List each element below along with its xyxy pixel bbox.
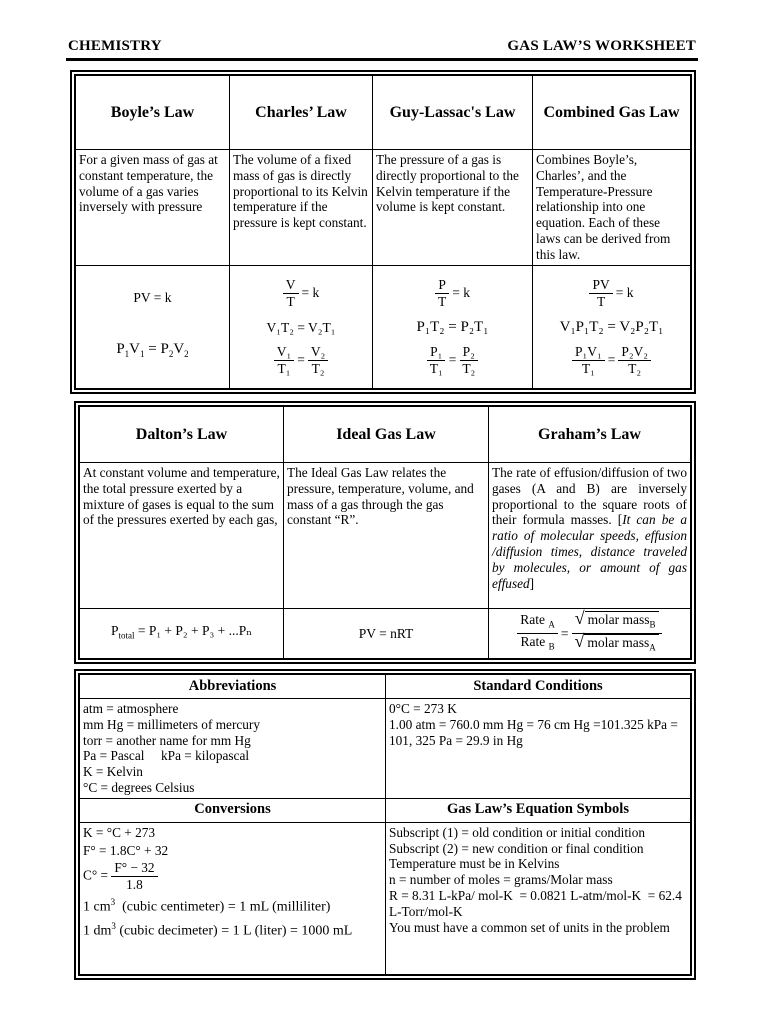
- abbrev-line: mm Hg = millimeters of mercury: [83, 716, 260, 732]
- dalton-sub-total: total: [118, 630, 135, 641]
- desc-boyles-law: For a given mass of gas at constant temperature, the volume of a gas varies inversely with pressure: [76, 150, 230, 266]
- fraction-numerator: P₂V₂: [618, 344, 651, 361]
- header-boyles-law: Boyle’s Law: [76, 76, 230, 150]
- sub-a: A: [649, 642, 656, 653]
- eq-guy-lussac-law: [373, 265, 533, 388]
- conv-text: (cubic decimeter) = 1 L (liter) = 1000 mL: [115, 923, 353, 939]
- abbrev-line: °C = degrees Celsius: [83, 779, 195, 795]
- equals-k: = k: [452, 285, 470, 301]
- desc-ideal-gas-law: The Ideal Gas Law relates the pressure, temperature, volume, and mass of a gas through the gas constant “R”.: [284, 463, 489, 609]
- equals-k: = k: [301, 285, 320, 301]
- fraction-denominator: 1.8: [126, 877, 143, 893]
- gas-laws-table-2: [74, 401, 696, 664]
- fraction-numerator: P₂: [460, 344, 478, 361]
- desc-grahams-law: [489, 463, 691, 609]
- abbrev-line: K = Kelvin: [83, 764, 143, 780]
- eq-charles-law: [230, 265, 373, 388]
- equals-sign: =: [607, 352, 616, 368]
- guy-eq-3: [375, 344, 530, 377]
- desc-daltons-law: At constant volume and temperature, the total pressure exerted by a mixture of gases is equal to the sum of the pressures exerted by each gas,: [80, 463, 284, 609]
- boyle-sub: 1: [124, 349, 130, 360]
- standard-conditions-list: [386, 699, 691, 799]
- symbol-line: Subscript (1) = old condition or initial condition: [389, 824, 646, 840]
- fraction-denominator: T: [438, 293, 447, 309]
- rate-label: Rate: [520, 612, 545, 628]
- conversions-list: [80, 822, 386, 974]
- equals-k: = k: [615, 285, 634, 301]
- boyle-sub: 2: [168, 349, 174, 360]
- sub-b: B: [548, 641, 555, 652]
- equals-sign: =: [297, 352, 305, 368]
- dalton-p: P: [110, 622, 119, 638]
- eq-combined-gas-law: [533, 265, 691, 388]
- fraction-denominator: T: [286, 293, 295, 309]
- guy-eq-2: P₁T₂ = P₂T₁: [416, 318, 489, 335]
- dalton-sum: = P₁ + P₂ + P₃ + ...Pₙ: [134, 622, 253, 638]
- header-combined-gas-law: Combined Gas Law: [533, 76, 691, 150]
- symbol-line: Temperature must be in Kelvins: [389, 856, 560, 872]
- std-line: 0°C = 273 K: [389, 701, 457, 716]
- reference-table: [74, 669, 696, 980]
- fraction-denominator: T₁: [429, 360, 443, 376]
- boyle-v: V: [129, 341, 141, 358]
- charles-eq-1: [232, 277, 370, 310]
- symbol-line: Subscript (2) = new condition or final condition: [389, 840, 644, 856]
- eq-daltons-law: [80, 609, 284, 659]
- boyle-p: P: [116, 341, 125, 358]
- gas-laws-table-1: [70, 70, 696, 394]
- abbrev-line: Pa = Pascal kPa = kilopascal: [83, 748, 250, 764]
- boyle-eq-1: PV = k: [133, 290, 172, 306]
- conv-unit: 1 cm: [83, 900, 111, 916]
- boyle-sub: 2: [184, 349, 189, 360]
- header-subject: CHEMISTRY: [68, 38, 162, 54]
- conversion-lhs: C° =: [83, 867, 109, 883]
- fraction-numerator: V: [283, 277, 299, 294]
- header-title: GAS LAW’S WORKSHEET: [507, 38, 696, 54]
- desc-combined-gas-law: Combines Boyle’s, Charles’, and the Temperature-Pressure relationship into one equation. Each of these laws can be derived from this law.: [533, 150, 691, 266]
- equation-symbols-list: [386, 822, 691, 974]
- fraction-denominator: T: [596, 293, 606, 309]
- equals-sign: =: [448, 352, 457, 368]
- graham-italic-text: It can be a ratio of molecular speeds, effusion /diffusion times, distance traveled by molecules, or amount of gas effused: [492, 512, 688, 591]
- graham-bracket: ]: [529, 575, 535, 591]
- sqrt-icon: √: [574, 608, 585, 629]
- conv-unit: 1 dm: [83, 923, 112, 939]
- header-ideal-gas-law: Ideal Gas Law: [284, 407, 489, 463]
- conversion-line: [83, 860, 382, 893]
- header-conversions: Conversions: [80, 798, 386, 822]
- fraction-numerator: V₂: [308, 344, 328, 361]
- sub-b: B: [649, 620, 656, 630]
- conv-sup: 3: [110, 897, 116, 908]
- header-equation-symbols: Gas Law’s Equation Symbols: [386, 798, 691, 822]
- sub-a: A: [548, 620, 555, 630]
- header-abbreviations: Abbreviations: [80, 675, 386, 699]
- boyle-p: = P: [144, 341, 169, 358]
- fraction-denominator: T₂: [311, 360, 325, 376]
- conv-sup: 3: [111, 920, 116, 931]
- conversion-line: [83, 919, 382, 939]
- header-guy-lussac-law: Guy-Lassac's Law: [373, 76, 533, 150]
- conversion-line: K = °C + 273: [83, 824, 156, 840]
- guy-eq-1: [375, 277, 530, 310]
- rate-label: Rate: [520, 634, 546, 649]
- header-rule: [66, 58, 698, 61]
- fraction-denominator: T₁: [581, 360, 595, 376]
- desc-guy-lussac-law: The pressure of a gas is directly proportional to the Kelvin temperature if the volume is kept constant.: [373, 150, 533, 266]
- charles-eq-2: V₁T₂ = V₂T₁: [266, 319, 336, 335]
- fraction-denominator: T₁: [277, 360, 291, 376]
- fraction-denominator: T₂: [462, 360, 476, 376]
- conversion-line: F° = 1.8C° + 32: [83, 842, 169, 858]
- symbol-line: You must have a common set of units in the problem: [389, 919, 670, 935]
- desc-charles-law: The volume of a fixed mass of gas is directly proportional to its Kelvin temperature if the pressure is kept constant.: [230, 150, 373, 266]
- header-standard-conditions: Standard Conditions: [386, 675, 691, 699]
- std-line: 1.00 atm = 760.0 mm Hg = 76 cm Hg =101.325 kPa = 101, 325 Pa = 29.9 in Hg: [389, 716, 678, 748]
- abbreviations-list: [80, 699, 386, 799]
- conversion-line: [83, 895, 382, 915]
- eq-ideal-gas-law: PV = nRT: [284, 609, 489, 659]
- combined-eq-1: [535, 277, 688, 310]
- abbrev-line: torr = another name for mm Hg: [83, 732, 251, 748]
- header-grahams-law: Graham’s Law: [489, 407, 691, 463]
- molar-mass-label: molar mass: [587, 612, 650, 628]
- symbol-line: R = 8.31 L-kPa/ mol-K = 0.0821 L-atm/mol-K = 62.4 L-Torr/mol-K: [389, 887, 686, 919]
- molar-mass-label: molar mass: [587, 635, 650, 650]
- graham-text: The rate of effusion/diffusion of two gases (A and B) are inversely proportional to the square roots of their formula masses. [: [492, 465, 687, 528]
- fraction-numerator: V₁: [274, 344, 294, 361]
- eq-grahams-law: [489, 609, 691, 659]
- combined-eq-2: V₁P₁T₂ = V₂P₂T₁: [559, 318, 664, 335]
- fraction-numerator: PV: [589, 277, 612, 294]
- header-charles-law: Charles’ Law: [230, 76, 373, 150]
- boyle-eq-2: [78, 342, 227, 363]
- boyle-v: V: [173, 341, 185, 358]
- fraction-numerator: P₁: [427, 344, 445, 361]
- fraction-denominator: T₂: [628, 360, 642, 376]
- eq-boyles-law: [76, 265, 230, 388]
- boyle-sub: 1: [140, 349, 145, 360]
- header-daltons-law: Dalton’s Law: [80, 407, 284, 463]
- charles-eq-3: [232, 344, 370, 377]
- conv-text: (cubic centimeter) = 1 mL (milliliter): [115, 900, 331, 916]
- fraction-numerator: P₁V₁: [572, 344, 605, 361]
- fraction-numerator: F° − 32: [111, 860, 157, 877]
- combined-eq-3: [535, 344, 688, 377]
- fraction-numerator: P: [435, 277, 449, 294]
- sqrt-icon: √: [574, 631, 585, 651]
- abbrev-line: atm = atmosphere: [83, 701, 179, 716]
- equals-sign: =: [560, 625, 569, 641]
- symbol-line: n = number of moles = grams/Molar mass: [389, 872, 613, 888]
